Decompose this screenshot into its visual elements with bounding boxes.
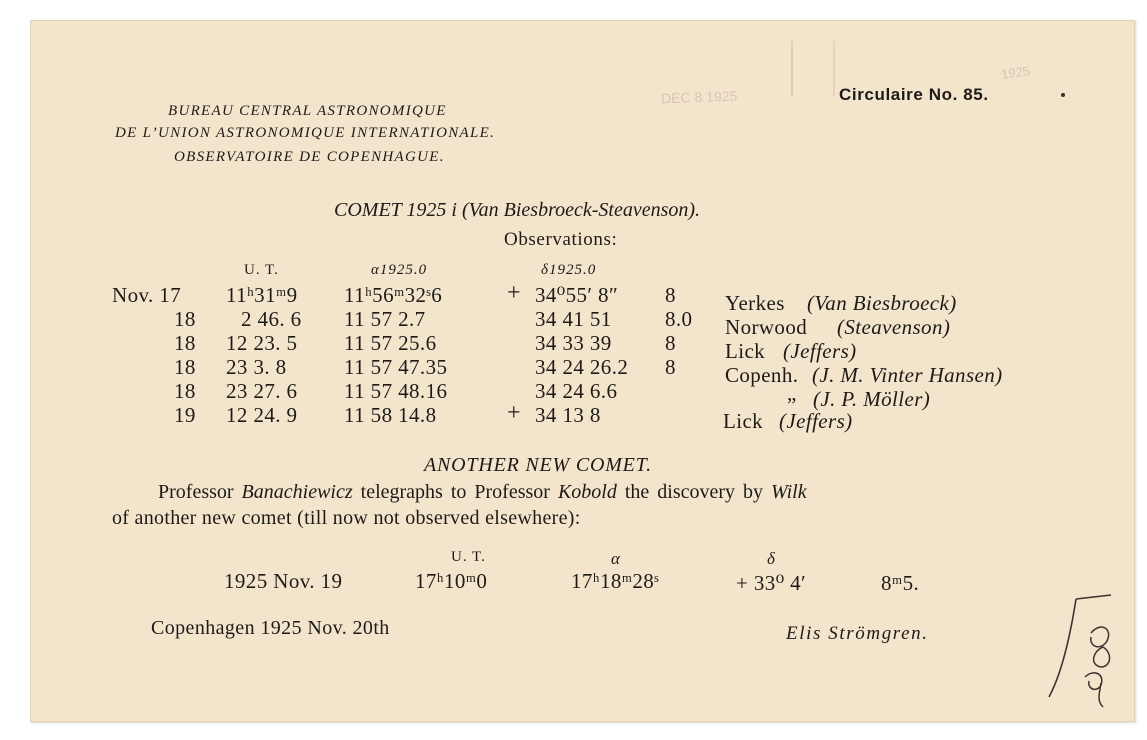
obs-dec: 34 13 8 — [535, 403, 601, 427]
obs-ut: 2 46. 6 — [241, 307, 302, 331]
telegram-sender: Banachiewicz — [241, 481, 353, 503]
signature: Elis Strömgren. — [786, 623, 929, 644]
obs-dec: 34 41 51 — [535, 307, 612, 331]
obs-observer: (J. M. Vinter Hansen) — [812, 363, 1003, 387]
new-comet-ra: 17ʰ18ᵐ28ˢ — [571, 569, 660, 593]
obs-dec: 34 24 26.2 — [535, 355, 629, 379]
obs-station: Norwood — [725, 315, 808, 339]
obs-mag: 8 — [665, 355, 676, 379]
postmark-smudge — [791, 41, 835, 96]
obs-ra: 11 57 25.6 — [344, 331, 437, 355]
bureau-line-2: DE L’UNION ASTRONOMIQUE INTERNATIONALE. — [115, 125, 496, 141]
circular-number: Circulaire No. 85. — [839, 85, 989, 104]
column-header-delta: δ1925.0 — [541, 262, 597, 278]
column-header-ut: U. T. — [244, 262, 279, 278]
new-comet-header-alpha: α — [611, 549, 621, 568]
comet-title — [334, 199, 700, 222]
obs-date: Nov. 17 — [112, 283, 182, 307]
obs-observer: (Steavenson) — [837, 315, 951, 339]
obs-ra: 11 57 47.35 — [344, 355, 448, 379]
handwritten-annotation-89 — [1041, 591, 1121, 711]
obs-sign: + — [507, 400, 521, 426]
obs-ut: 12 24. 9 — [226, 403, 298, 427]
obs-dec: 34⁰55′ 8″ — [535, 283, 619, 307]
telegram-paragraph-line-1 — [158, 481, 807, 504]
column-header-alpha: α1925.0 — [371, 262, 428, 278]
obs-observer: (Van Biesbroeck) — [807, 291, 957, 315]
postmark-stamp — [661, 88, 738, 107]
comet-discoverers: (Van Biesbroeck-Steavenson). — [461, 199, 701, 221]
obs-ut: 23 3. 8 — [226, 355, 287, 379]
circular-card — [30, 20, 1135, 722]
place-and-date: Copenhagen 1925 Nov. 20th — [151, 617, 390, 639]
obs-date: 19 — [174, 403, 196, 427]
ink-dot — [1061, 93, 1065, 97]
obs-date: 18 — [174, 331, 196, 355]
obs-dec: 34 24 6.6 — [535, 379, 618, 403]
telegram-text: the discovery by — [616, 481, 772, 503]
new-comet-magnitude: 8ᵐ5. — [881, 571, 920, 595]
telegram-recipient: Kobold — [557, 481, 617, 503]
telegram-text: Professor — [158, 481, 242, 503]
obs-date: 18 — [174, 379, 196, 403]
new-comet-date: 1925 Nov. 19 — [224, 569, 343, 593]
telegram-discoverer: Wilk — [771, 481, 807, 503]
obs-ra: 11 58 14.8 — [344, 403, 437, 427]
obs-dec: 34 33 39 — [535, 331, 612, 355]
obs-station: Lick — [725, 339, 766, 363]
obs-ra: 11ʰ56ᵐ32ˢ6 — [344, 283, 443, 307]
new-comet-header-ut: U. T. — [451, 549, 486, 565]
obs-station: Lick — [723, 409, 764, 433]
new-comet-dec: + 33⁰ 4′ — [736, 571, 807, 595]
obs-station: „ — [787, 381, 797, 405]
obs-ut: 12 23. 5 — [226, 331, 298, 355]
comet-designation: COMET 1925 i — [334, 199, 457, 221]
another-comet-heading: ANOTHER NEW COMET. — [424, 454, 652, 476]
obs-observer: (Jeffers) — [783, 339, 857, 363]
bureau-line-3: OBSERVATOIRE DE COPENHAGUE. — [174, 149, 445, 165]
obs-ut: 11ʰ31ᵐ9 — [226, 283, 298, 307]
postmark-date: DEC 8 1925 — [660, 87, 738, 107]
new-comet-header-delta: δ — [767, 549, 776, 568]
obs-sign: + — [507, 280, 521, 306]
new-comet-ut: 17ʰ10ᵐ0 — [415, 569, 488, 593]
obs-ra: 11 57 48.16 — [344, 379, 448, 403]
obs-date: 18 — [174, 355, 196, 379]
obs-mag: 8 — [665, 331, 676, 355]
obs-ra: 11 57 2.7 — [344, 307, 426, 331]
telegram-paragraph-line-2: of another new comet (till now not observed elsewhere): — [112, 507, 581, 529]
obs-station: Yerkes — [725, 291, 785, 315]
telegram-text: telegraphs to Professor — [352, 481, 558, 503]
bureau-line-1: BUREAU CENTRAL ASTRONOMIQUE — [168, 103, 447, 119]
postmark-year-text: 1925 — [1000, 63, 1031, 82]
obs-observer: (J. P. Möller) — [813, 387, 931, 411]
obs-mag: 8 — [665, 283, 676, 307]
obs-observer: (Jeffers) — [779, 409, 853, 433]
obs-station: Copenh. — [725, 363, 799, 387]
observations-label: Observations: — [504, 229, 618, 250]
postmark-year — [1000, 63, 1031, 82]
obs-ut: 23 27. 6 — [226, 379, 298, 403]
obs-mag: 8.0 — [665, 307, 693, 331]
obs-date: 18 — [174, 307, 196, 331]
